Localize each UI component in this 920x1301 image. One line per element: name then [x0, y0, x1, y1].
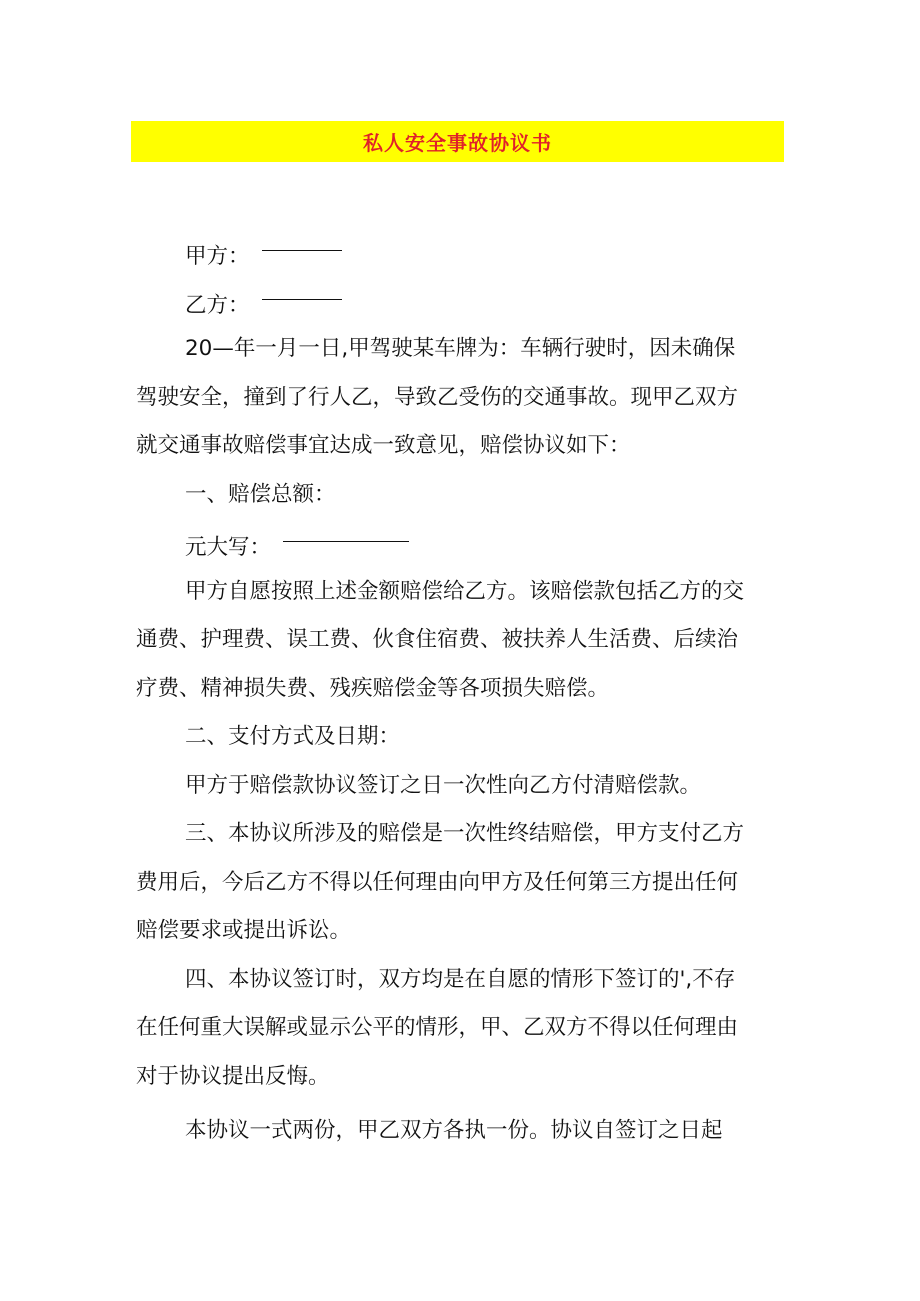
- amount-label: 元大写：: [185, 535, 272, 560]
- party-a-blank[interactable]: [262, 228, 342, 251]
- amount-blank[interactable]: [283, 519, 409, 542]
- party-a-label: 甲方：: [185, 244, 250, 269]
- paragraph-line: 甲方自愿按照上述金额赔偿给乙方。该赔偿款包括乙方的交: [185, 578, 745, 604]
- section3-line: 费用后，今后乙方不得以任何理由向甲方及任何第三方提出任何: [136, 869, 739, 895]
- section2-heading: 二、支付方式及日期：: [185, 724, 401, 749]
- paragraph-line: 甲方于赔偿款协议签订之日一次性向乙方付清赔偿款。: [185, 772, 702, 798]
- amount-line: [136, 519, 784, 568]
- party-b-label: 乙方：: [185, 292, 250, 318]
- section3-line: 赔偿要求或提出诉讼。: [136, 918, 352, 943]
- section4-line: 对于协议提出反悔。: [136, 1063, 330, 1089]
- section4-line: 在任何重大误解或显示公平的情形，甲、乙双方不得以任何理由: [136, 1015, 739, 1040]
- party-b-blank[interactable]: [262, 277, 342, 300]
- paragraph-line: 驾驶安全，撞到了行人乙，导致乙受伤的交通事故。现甲乙双方: [136, 384, 739, 410]
- party-b-line: [136, 277, 784, 326]
- paragraph-line: 就交通事故赔偿事宜达成一致意见，赔偿协议如下：: [136, 433, 631, 458]
- title-banner: [131, 121, 784, 162]
- final-paragraph-line: 本协议一式两份，甲乙双方各执一份。协议自签订之日起: [185, 1118, 723, 1143]
- document-title: 私人安全事故协议书: [363, 131, 552, 155]
- party-a-line: [136, 228, 784, 277]
- section4-line: 四、本协议签订时，双方均是在自愿的情形下签订的',不存: [185, 966, 736, 992]
- paragraph-line: 20—年一月一日,甲驾驶某车牌为：车辆行驶时，因未确保: [185, 336, 736, 361]
- paragraph-line: 通费、护理费、误工费、伙食住宿费、被扶养人生活费、后续治: [136, 627, 739, 652]
- section1-heading: 一、赔偿总额：: [185, 481, 336, 507]
- document-body: [136, 228, 784, 1156]
- paragraph-line: 疗费、精神损失费、残疾赔偿金等各项损失赔偿。: [136, 675, 610, 701]
- section3-line: 三、本协议所涉及的赔偿是一次性终结赔偿，甲方支付乙方: [185, 821, 745, 846]
